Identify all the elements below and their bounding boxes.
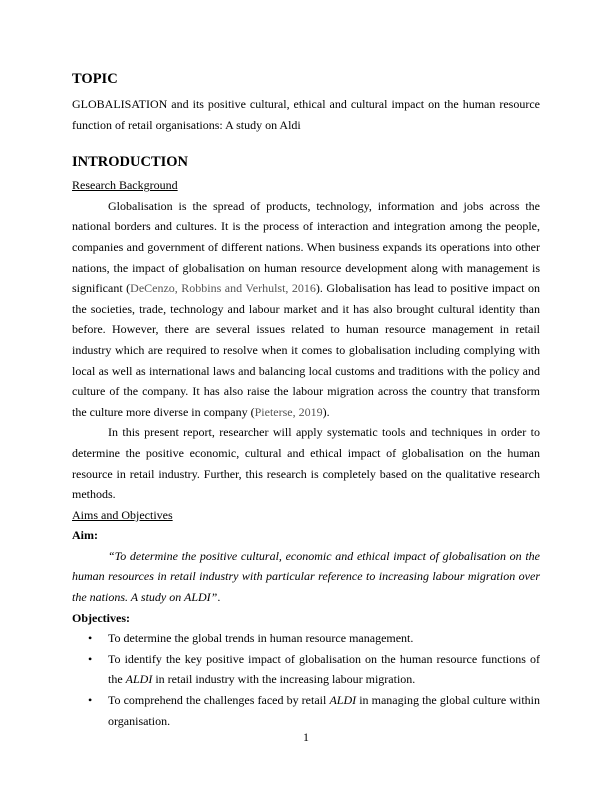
research-background-paragraph-2: In this present report, researcher will apply systematic tools and techniques in order to determine the positive economic, cultural and ethical impact of globalisation on the human resource in retail industry. Further, this research is completely based on the qualitative research methods. xyxy=(72,425,540,502)
topic-text: GLOBALISATION and its positive cultural, ethical and cultural impact on the human resource function of retail organisations: A study on Aldi xyxy=(72,97,540,132)
bullet-icon: • xyxy=(88,631,93,646)
bullet-icon: • xyxy=(88,651,93,666)
topic-heading: TOPIC xyxy=(72,71,118,87)
research-background-heading: Research Background xyxy=(72,178,178,193)
citation-pieterse: Pieterse, 2019 xyxy=(254,404,323,419)
list-item: • To identify the key positive impact of globalisation on the human resource functions of the ALDI in retail industry with the increasing labour migration. xyxy=(72,649,540,690)
research-background-paragraph-1: Globalisation is the spread of products, technology, information and jobs across the national borders and cultures. It is the process of interaction and integration among the people, companies and government of different nations. When business expands its operations into other nations, the impact of globalisation on human resource development along with management is significant (DeCenzo, Robbins and Verhulst, 2016). Globalisation has lead to positive impact on the societies, trade, technology and labour market and it has also brought cultural identity than before. However, there are several issues related to human resource management in retail industry which are required to resolve when it comes to globalisation including complying with local as well as international laws and balancing local customs and traditions with the policy and culture of the company. It has also raise the labour migration across the country that transform the culture more diverse in company (Pieterse, 2019). xyxy=(72,198,541,419)
objectives-label: Objectives: xyxy=(72,610,130,625)
document-page xyxy=(72,70,540,731)
list-item: • To determine the global trends in human resource management. xyxy=(72,628,540,649)
introduction-heading: INTRODUCTION xyxy=(72,154,189,171)
citation-decenzo: DeCenzo, Robbins and Verhulst, 2016 xyxy=(130,281,316,296)
aims-objectives-heading: Aims and Objectives xyxy=(72,507,173,522)
page-number: 1 xyxy=(303,730,309,744)
aim-text: “To determine the positive cultural, economic and ethical impact of globalisation on the human resources in retail industry with particular reference to increasing labour migration over the nations. A study on ALDI”. xyxy=(72,548,540,605)
objectives-list xyxy=(72,628,540,731)
bullet-icon: • xyxy=(88,693,93,708)
list-item: • To comprehend the challenges faced by retail ALDI in managing the global culture within organisation. xyxy=(72,690,540,731)
aim-label: Aim: xyxy=(72,528,98,543)
